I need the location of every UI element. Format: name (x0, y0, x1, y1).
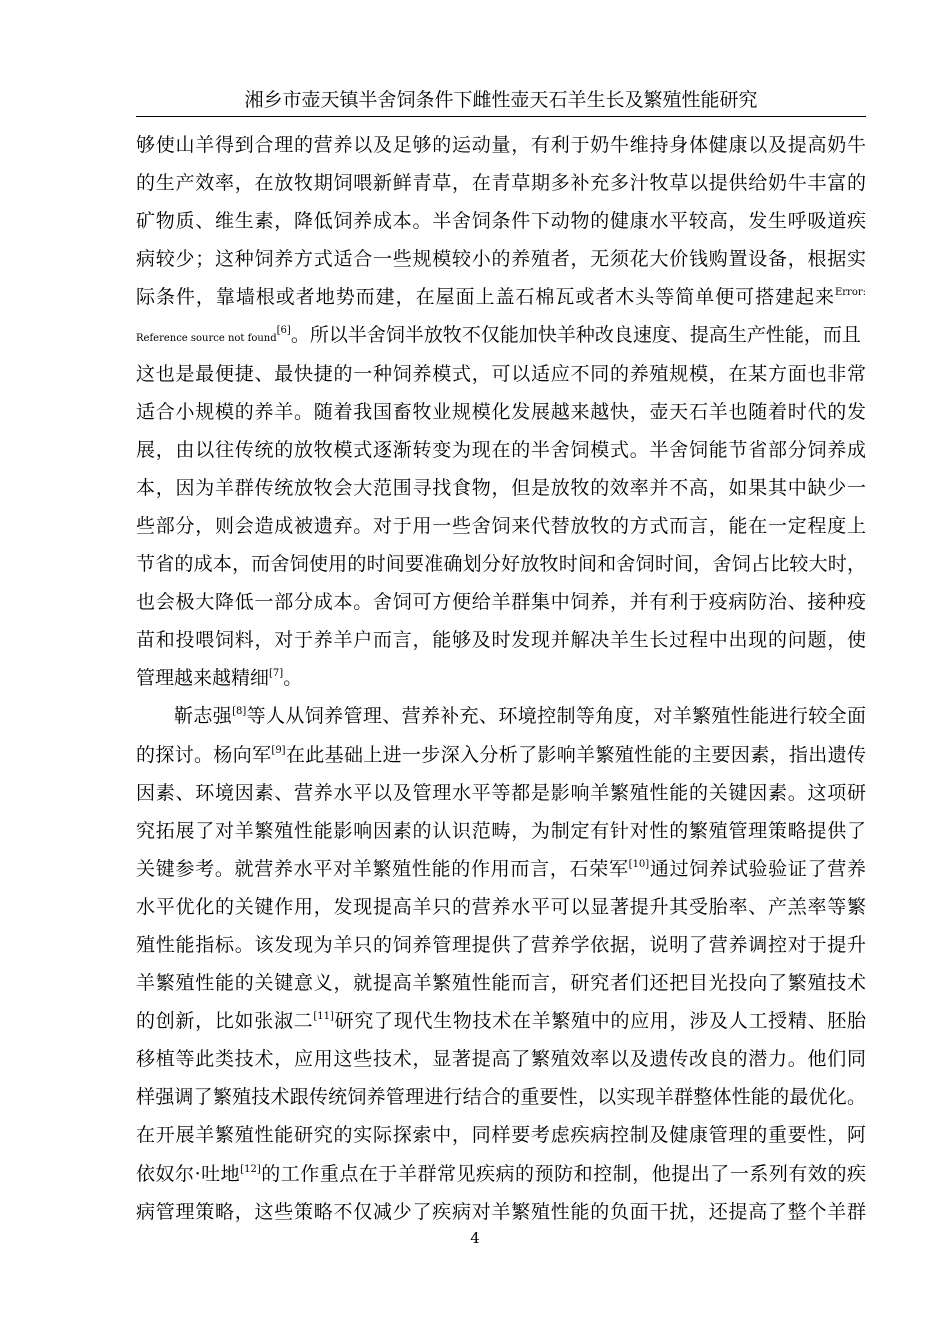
text-line: 究拓展了对羊繁殖性能影响因素的认识范畴，为制定有针对性的繁殖管理策略提供了 (136, 819, 866, 842)
text-line: 本，因为羊群传统放牧会大范围寻找食物，但是放牧的效率并不高，如果其中缺少一 (136, 476, 866, 499)
text-line: 因素、环境因素、营养水平以及管理水平等都是影响羊繁殖性能的关键因素。这项研 (136, 781, 866, 804)
citation: [11] (313, 1011, 334, 1023)
text-line: 际条件，靠墙根或者地势而建，在屋面上盖石棉瓦或者木头等简单便可搭建起来$^{Error:}$ (136, 286, 866, 309)
text-line: 管理越来越精细[7]。 (136, 667, 303, 690)
text-line: 够使山羊得到合理的营养以及足够的运动量，有利于奶牛维持身体健康以及提高奶牛 (136, 134, 866, 156)
citation: [9] (271, 744, 286, 756)
text-line: 靳志强[8]等人从饲养管理、营养补充、环境控制等角度，对羊繁殖性能进行较全面 (174, 705, 866, 728)
text-line: 水平优化的关键作用，发现提高羊只的营养水平可以显著提升其受胎率、产羔率等繁 (136, 895, 866, 918)
citation: [10] (628, 858, 650, 870)
citation: [7] (269, 668, 284, 680)
text-line: 殖性能指标。该发现为羊只的饲养管理提供了营养学依据，说明了营养调控对于提升 (136, 933, 866, 956)
body-text (136, 126, 866, 1231)
running-header (136, 88, 866, 117)
page-number: 4 (470, 1229, 480, 1247)
text-line: 的创新，比如张淑二[11]研究了现代生物技术在羊繁殖中的应用，涉及人工授精、胚胎 (136, 1010, 866, 1033)
text-line: 的探讨。杨向军[9]在此基础上进一步深入分析了影响羊繁殖性能的主要因素，指出遗传 (136, 743, 866, 766)
text-line: 移植等此类技术，应用这些技术，显著提高了繁殖效率以及遗传改良的潜力。他们同 (136, 1048, 866, 1071)
citation-error: Reference source not found (136, 333, 277, 345)
text-line: 展，由以往传统的放牧模式逐渐转变为现在的半舍饲模式。半舍饲能节省部分饲养成 (136, 438, 866, 461)
text-line: 关键参考。就营养水平对羊繁殖性能的作用而言，石荣军[10]通过饲养试验验证了营养 (136, 857, 866, 880)
text-line: 些部分，则会造成被遗弃。对于用一些舍饲来代替放牧的方式而言，能在一定程度上 (136, 514, 866, 537)
text-line: 依奴尔·吐地[12]的工作重点在于羊群常见疾病的预防和控制，他提出了一系列有效的疾 (136, 1162, 866, 1185)
text-line: 也会极大降低一部分成本。舍饲可方便给羊群集中饲养，并有利于疫病防治、接种疫 (136, 591, 866, 614)
citation: [8] (232, 706, 247, 718)
text-line: 羊繁殖性能的关键意义，就提高羊繁殖性能而言，研究者们还把目光投向了繁殖技术 (136, 972, 866, 995)
text-line: 病较少；这种饲养方式适合一些规模较小的养殖者，无须花大价钱购置设备，根据实 (136, 248, 866, 271)
citation-error: Error: (834, 287, 866, 299)
text-line: 适合小规模的养羊。随着我国畜牧业规模化发展越来越快，壶天石羊也随着时代的发 (136, 400, 866, 423)
text-line: 节省的成本，而舍饲使用的时间要准确划分好放牧时间和舍饲时间，舍饲占比较大时， (136, 553, 866, 576)
text-line: 矿物质、维生素，降低饲养成本。半舍饲条件下动物的健康水平较高，发生呼吸道疾 (136, 210, 866, 233)
text-line: 在开展羊繁殖性能研究的实际探索中，同样要考虑疾病控制及健康管理的重要性，阿 (136, 1124, 866, 1147)
citation: [12] (240, 1163, 261, 1175)
text-line: 这也是最便捷、最快捷的一种饲养模式，可以适应不同的养殖规模，在某方面也非常 (136, 362, 866, 385)
text-line: Reference source not found[6]。所以半舍饲半放牧不仅能加快羊种改良速度、提高生产性能，而且 (136, 324, 861, 347)
text-line: 病管理策略，这些策略不仅减少了疾病对羊繁殖性能的负面干扰，还提高了整个羊群 (136, 1200, 866, 1223)
text-line: 苗和投喂饲料，对于养羊户而言，能够及时发现并解决羊生长过程中出现的问题，使 (136, 629, 866, 652)
text-line: 的生产效率，在放牧期饲喂新鲜青草，在青草期多补充多汁牧草以提供给奶牛丰富的 (136, 172, 866, 195)
running-header-title: 湘乡市壶天镇半舍饲条件下雌性壶天石羊生长及繁殖性能研究 (244, 89, 758, 111)
citation: [6] (276, 325, 291, 337)
text-line: 样强调了繁殖技术跟传统饲养管理进行结合的重要性，以实现羊群整体性能的最优化。 (136, 1086, 866, 1109)
